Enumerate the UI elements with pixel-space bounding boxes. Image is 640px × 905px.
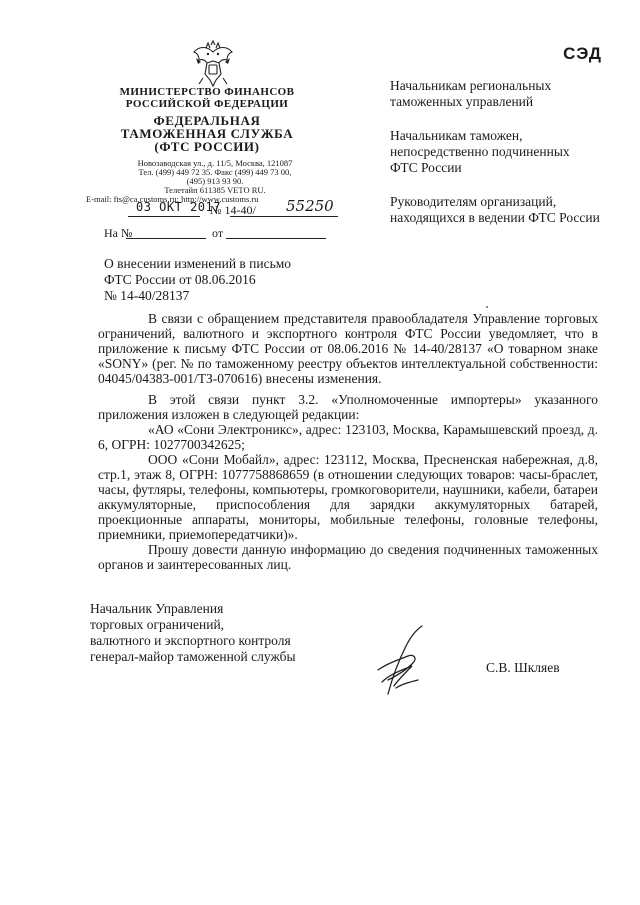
body-paragraph: В связи с обращением представителя правообладателя Управление торговых ограничений, валютного и экспортного контроля ФТС России уведомляет, что в приложение к письму ФТС России от 08.06.2016 № 14-40/28137 «О товарном знаке «SONY» (рег. № по таможенному реестру объектов интеллектуальной собственности: 04045/04383-001/ТЗ-070616) внесены изменения. bbox=[98, 311, 598, 386]
document-number-handwritten: 55250 bbox=[286, 197, 334, 215]
scan-speck bbox=[486, 306, 488, 308]
recipient: Руководителям организаций, находящихся в ведении ФТС России bbox=[390, 194, 600, 225]
body-paragraph: ООО «Сони Мобайл», адрес: 123112, Москва, Пресненская набережная, д.8, стр.1, этаж 8, ОГРН: 1077758868659 (в отношении следующих товаров: часы-браслет, часы, футляры, телефоны, компьютеры, громкоговорители, наушники, кабели, батареи аккумуляторные, приспособления для зарядки аккумуляторных батарей, проекционные аппараты, мониторы, мобильные телефоны, головные телефоны, приемники, приемопередатчики)». bbox=[98, 452, 598, 542]
coat-of-arms-emblem bbox=[190, 40, 236, 88]
date-underline bbox=[128, 216, 200, 217]
body-paragraph: «АО «Сони Электроникс», адрес: 123103, Москва, Карамышевский проезд, д. 6, ОГРН: 1027700342625; bbox=[98, 422, 598, 452]
reference-line bbox=[104, 226, 344, 242]
body-paragraph: Прошу довести данную информацию до сведения подчиненных таможенных органов и заинтересованных лиц. bbox=[98, 542, 598, 572]
ref-date-label: от bbox=[212, 226, 224, 240]
number-underline bbox=[230, 216, 338, 217]
document-date: 03 ОКТ 2017 bbox=[136, 200, 221, 214]
recipient: Начальникам региональных таможенных управлений bbox=[390, 78, 552, 109]
sender-email: E-mail: fts@ca.customs.ru; http://www.customs.ru bbox=[86, 194, 259, 204]
signer-name: С.В. Шкляев bbox=[486, 660, 560, 675]
ref-number-label: На № bbox=[104, 226, 133, 240]
handwritten-signature bbox=[368, 624, 438, 696]
ministry-heading: МИНИСТЕРСТВО ФИНАНСОВ РОССИЙСКОЙ ФЕДЕРАЦИИ bbox=[119, 86, 295, 110]
agency-heading: ФЕДЕРАЛЬНАЯ ТАМОЖЕННАЯ СЛУЖБА (ФТС РОССИИ) bbox=[120, 113, 294, 154]
ref-date-blank bbox=[226, 238, 326, 239]
ref-number-blank bbox=[126, 238, 206, 239]
letter-body bbox=[98, 311, 598, 572]
recipient: Начальникам таможен, непосредственно подчиненных ФТС России bbox=[390, 128, 570, 175]
sender-contacts: Новозаводская ул., д. 11/5, Москва, 121087 Тел. (499) 449 72 35. Факс (499) 449 73 00, (495) 913 93 90. Телетайп 611385 VETO RU. E-mail: fts@ca.customs.ru; http://www.customs.ru bbox=[100, 159, 330, 204]
sed-mark: СЭД bbox=[563, 44, 602, 63]
subject-block: О внесении изменений в письмо ФТС России от 08.06.2016 № 14-40/28137 bbox=[104, 256, 292, 303]
body-paragraph: В этой связи пункт 3.2. «Уполномоченные импортеры» указанного приложения изложен в следующей редакции: bbox=[98, 392, 598, 422]
recipients-block bbox=[390, 78, 600, 244]
signer-title: Начальник Управления торговых ограничений, валютного и экспортного контроля генерал-майор таможенной службы bbox=[90, 601, 296, 664]
document-number-prefix: № 14-40/ bbox=[210, 203, 256, 217]
